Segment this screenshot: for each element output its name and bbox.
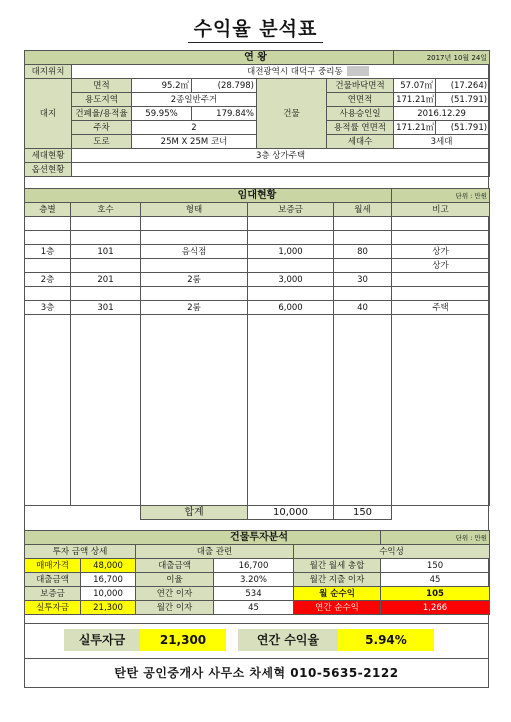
cell-note xyxy=(392,287,490,301)
summary-value-invest: 21,300 xyxy=(140,629,226,651)
table-row xyxy=(25,273,490,287)
cell-rent xyxy=(334,287,392,301)
loan-value: 534 xyxy=(214,587,294,601)
summary-label-invest: 실투자금 xyxy=(64,629,140,651)
column-header: 형태 xyxy=(141,203,248,217)
table-row xyxy=(25,217,490,231)
building-row-value: 171.21㎡ xyxy=(394,93,436,107)
table-row xyxy=(25,245,490,259)
table-row xyxy=(25,231,490,245)
land-row-label: 주차 xyxy=(72,121,132,135)
column-header: 보증금 xyxy=(248,203,334,217)
land-row-label: 용도지역 xyxy=(72,93,132,107)
cell-note xyxy=(392,273,490,287)
building-row-value-alt: (51.791) xyxy=(436,121,490,135)
unit-label: 단위 : 만원 xyxy=(381,531,490,545)
cell-deposit xyxy=(248,231,334,245)
report-date: 2017년 10월 24일 xyxy=(394,51,490,65)
land-row-label: 건폐율/용적율 xyxy=(72,107,132,121)
building-row-value: 57.07㎡ xyxy=(394,79,436,93)
cell-deposit xyxy=(248,217,334,231)
building-row-label: 세대수 xyxy=(327,135,394,149)
investment-analysis-table xyxy=(24,530,490,615)
column-header: 수익성 xyxy=(294,545,490,559)
total-label: 합계 xyxy=(141,506,248,520)
profit-value: 1,266 xyxy=(381,601,490,615)
cell-note xyxy=(392,231,490,245)
building-row-value: 2016.12.29 xyxy=(394,107,490,121)
land-row-value-alt: (28.798) xyxy=(192,79,257,93)
cell-rent xyxy=(334,231,392,245)
loan-value: 3.20% xyxy=(214,573,294,587)
table-row xyxy=(25,287,490,301)
loan-value: 16,700 xyxy=(214,559,294,573)
building-row-label: 건물바닥면적 xyxy=(327,79,394,93)
total-deposit: 10,000 xyxy=(248,506,334,520)
land-label: 대지 xyxy=(25,79,72,149)
column-header: 투자 금액 상세 xyxy=(25,545,136,559)
cell-deposit: 1,000 xyxy=(248,245,334,259)
profit-label: 연간 순수익 xyxy=(294,601,381,615)
household-label: 세대현황 xyxy=(25,149,72,163)
profit-value: 105 xyxy=(381,587,490,601)
cell-note xyxy=(392,217,490,231)
table-row xyxy=(25,601,490,615)
cell-unit: 301 xyxy=(71,301,141,315)
page-title: 수익율 분석표 xyxy=(193,18,318,40)
land-row-value: 2 xyxy=(132,121,257,135)
invest-label: 매매가격 xyxy=(25,559,81,573)
table-row xyxy=(25,587,490,601)
section-heading: 연 왕 xyxy=(25,51,394,65)
location-value: 대전광역시 대덕구 중리동 xyxy=(72,65,490,79)
invest-value: 10,000 xyxy=(81,587,136,601)
cell-floor xyxy=(25,231,71,245)
column-header: 대출 관련 xyxy=(136,545,294,559)
table-row xyxy=(25,559,490,573)
summary-value-yield: 5.94% xyxy=(338,629,434,651)
table-row xyxy=(25,573,490,587)
cell-rent: 40 xyxy=(334,301,392,315)
title-underline xyxy=(188,42,323,43)
land-row-label: 도로 xyxy=(72,135,132,149)
column-header: 호수 xyxy=(71,203,141,217)
column-header: 비고 xyxy=(392,203,490,217)
column-header: 층별 xyxy=(25,203,71,217)
profit-value: 150 xyxy=(381,559,490,573)
column-header: 월세 xyxy=(334,203,392,217)
footer-contact: 탄탄 공인중개사 사무소 차세혁 010-5635-2122 xyxy=(114,666,399,680)
cell-unit: 101 xyxy=(71,245,141,259)
land-row-value: 59.95% xyxy=(132,107,192,121)
land-row-value: 2종일반주거 xyxy=(132,93,257,107)
loan-value: 45 xyxy=(214,601,294,615)
cell-note: 상가 xyxy=(392,259,490,273)
profit-label: 월간 지출 이자 xyxy=(294,573,381,587)
profit-label: 월간 월세 총합 xyxy=(294,559,381,573)
invest-label: 보증금 xyxy=(25,587,81,601)
loan-label: 연간 이자 xyxy=(136,587,214,601)
cell-deposit: 3,000 xyxy=(248,273,334,287)
summary-band xyxy=(24,623,489,659)
cell-deposit xyxy=(248,259,334,273)
cell-deposit xyxy=(248,287,334,301)
cell-type xyxy=(141,231,248,245)
summary-label-yield: 연간 수익율 xyxy=(238,629,338,651)
unit-label: 단위 : 만원 xyxy=(392,189,490,203)
redacted-block xyxy=(347,66,369,76)
building-row-label: 연면적 xyxy=(327,93,394,107)
land-row-value: 25M X 25M 코너 xyxy=(132,135,257,149)
loan-label: 대출금액 xyxy=(136,559,214,573)
building-row-value: 171.21㎡ xyxy=(394,121,436,135)
invest-value: 21,300 xyxy=(81,601,136,615)
cell-unit xyxy=(71,217,141,231)
cell-floor xyxy=(25,287,71,301)
cell-floor: 3층 xyxy=(25,301,71,315)
loan-label: 월간 이자 xyxy=(136,601,214,615)
table-row xyxy=(25,259,490,273)
cell-type: 2룸 xyxy=(141,301,248,315)
building-row-value-alt: (51.791) xyxy=(436,93,490,107)
profit-value: 45 xyxy=(381,573,490,587)
location-label: 대지위치 xyxy=(25,65,72,79)
cell-note: 상가 xyxy=(392,245,490,259)
cell-note: 주택 xyxy=(392,301,490,315)
invest-label: 실투자금 xyxy=(25,601,81,615)
invest-value: 48,000 xyxy=(81,559,136,573)
cell-unit xyxy=(71,259,141,273)
cell-deposit: 6,000 xyxy=(248,301,334,315)
section-heading: 임대현황 xyxy=(25,189,392,203)
cell-floor: 1층 xyxy=(25,245,71,259)
option-value xyxy=(72,163,490,177)
cell-type xyxy=(141,259,248,273)
total-rent: 150 xyxy=(334,506,392,520)
cell-unit: 201 xyxy=(71,273,141,287)
household-value: 3층 상가주택 xyxy=(72,149,490,163)
cell-rent xyxy=(334,259,392,273)
cell-type: 음식점 xyxy=(141,245,248,259)
building-row-value: 3세대 xyxy=(394,135,490,149)
building-row-label: 사용승인일 xyxy=(327,107,394,121)
cell-rent: 80 xyxy=(334,245,392,259)
cell-type xyxy=(141,287,248,301)
section-heading: 건물투자분석 xyxy=(25,531,381,545)
cell-rent: 30 xyxy=(334,273,392,287)
invest-value: 16,700 xyxy=(81,573,136,587)
option-label: 옵션현황 xyxy=(25,163,72,177)
cell-floor xyxy=(25,217,71,231)
cell-type: 2룸 xyxy=(141,273,248,287)
building-row-value-alt: (17.264) xyxy=(436,79,490,93)
cell-unit xyxy=(71,231,141,245)
cell-type xyxy=(141,217,248,231)
property-overview-table xyxy=(24,50,490,177)
profit-label: 월 순수익 xyxy=(294,587,381,601)
land-row-value-alt: 179.84% xyxy=(192,107,257,121)
cell-rent xyxy=(334,217,392,231)
land-row-label: 면적 xyxy=(72,79,132,93)
rental-status-table xyxy=(24,188,490,520)
cell-floor xyxy=(25,259,71,273)
land-row-value: 95.2㎡ xyxy=(132,79,192,93)
building-row-label: 용적률 연면적 xyxy=(327,121,394,135)
building-label: 건물 xyxy=(257,79,327,149)
table-row-empty xyxy=(25,315,490,506)
cell-unit xyxy=(71,287,141,301)
cell-floor: 2층 xyxy=(25,273,71,287)
loan-label: 이율 xyxy=(136,573,214,587)
table-row xyxy=(25,301,490,315)
invest-label: 대출금액 xyxy=(25,573,81,587)
